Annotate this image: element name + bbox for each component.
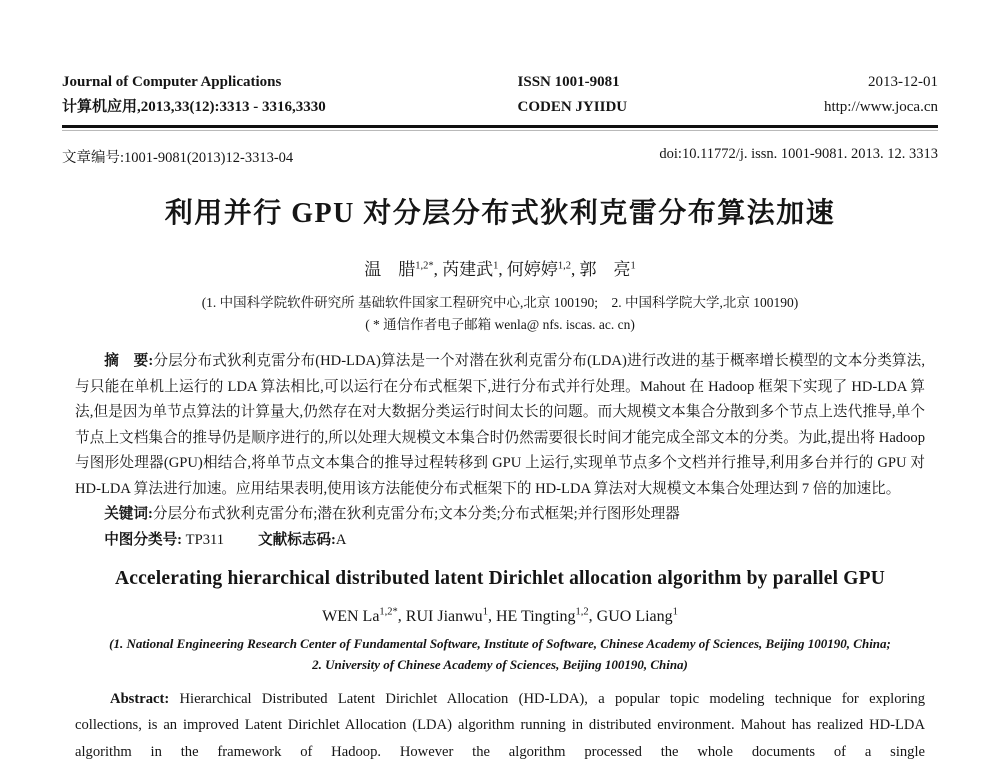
author-en-1: [322, 608, 398, 625]
document-code-value: A: [336, 532, 347, 548]
author-en-2: [406, 608, 488, 625]
author-separator: ,: [589, 608, 597, 625]
author-zh-2-name: 芮建武: [442, 260, 493, 279]
masthead-center: [518, 70, 746, 120]
author-zh-4: [580, 260, 636, 279]
affiliations-english: [62, 633, 938, 675]
author-en-4-affil-marks: 1: [673, 606, 678, 617]
author-zh-4-name: 郭 亮: [580, 260, 631, 279]
author-zh-3-name: 何婷婷: [507, 260, 558, 279]
header-rule-thin-line: [62, 130, 938, 131]
masthead-right: [745, 70, 938, 120]
document-code-label: 文献标志码:: [258, 532, 336, 548]
keywords-chinese: [75, 502, 925, 528]
author-zh-3-affil-marks: 1,2: [558, 260, 571, 271]
author-separator: ,: [434, 260, 443, 279]
header-rule: [62, 125, 938, 131]
keywords-text-chinese: 分层分布式狄利克雷分布;潜在狄利克雷分布;文本分类;分布式框架;并行图形处理器: [153, 506, 680, 522]
author-zh-3: [507, 260, 571, 279]
authors-chinese: [62, 255, 938, 280]
author-zh-1-affil-marks: 1,2*: [415, 260, 433, 271]
author-zh-4-affil-marks: 1: [631, 260, 636, 271]
corresponding-author-email: ( * 通信作者电子邮箱 wenla@ nfs. iscas. ac. cn): [62, 314, 938, 336]
author-zh-2: [442, 260, 498, 279]
abstract-label-english: Abstract:: [110, 691, 169, 707]
publication-date: 2013-12-01: [745, 70, 938, 95]
author-separator: ,: [488, 608, 496, 625]
article-title-english: Accelerating hierarchical distributed latent Dirichlet allocation algorithm by parallel GPU: [62, 568, 938, 590]
journal-citation-chinese: 计算机应用,2013,33(12):3313 - 3316,3330: [62, 95, 518, 120]
journal-masthead: [62, 70, 938, 120]
abstract-text-chinese: 分层分布式狄利克雷分布(HD-LDA)算法是一个对潜在狄利克雷分布(LDA)进行改进的基于概率增长模型的文本分类算法,与只能在单机上运行的 LDA 算法相比,可以运行在分布式框架下,进行分布式并行处理。Mahout 在 Hadoop 框架下实现了 HD-LDA 算法,但是因为单节点算法的计算量大,仍然存在对大数据分类运行时间太长的问题。而大规模文本集合分散到多个节点上迭代推导,单个节点上文档集合的推导仍是顺序进行的,所以处理大规模文本集合时仍然需要很长时间才能完成全部文本的分类。为此,提出将 Hadoop 与图形处理器(GPU)相结合,将单节点文本集合的推导过程转移到 GPU 上运行,实现单节点多个文档并行推导,利用多台并行的 GPU 对 HD-LDA 算法进行加速。应用结果表明,使用该方法能使分布式框架下的 HD-LDA 算法对大规模文本集合处理达到 7 倍的加速比。: [75, 353, 925, 497]
author-en-3-affil-marks: 1,2: [576, 606, 589, 617]
journal-url: http://www.joca.cn: [745, 95, 938, 120]
author-zh-1-name: 温 腊: [364, 260, 415, 279]
journal-coden: CODEN JYIIDU: [518, 95, 746, 120]
clc-line: [75, 528, 925, 554]
author-en-2-name: RUI Jianwu: [406, 608, 483, 625]
author-zh-1: [364, 260, 433, 279]
author-en-2-affil-marks: 1: [483, 606, 488, 617]
author-en-1-affil-marks: 1,2*: [379, 606, 397, 617]
author-separator: ,: [398, 608, 406, 625]
keywords-label-chinese: 关键词:: [104, 506, 153, 522]
author-separator: ,: [571, 260, 580, 279]
masthead-left: [62, 70, 518, 120]
abstract-english: [75, 686, 925, 765]
article-number: 文章编号:1001-9081(2013)12-3313-04: [62, 146, 293, 167]
affiliation-english-line1: (1. National Engineering Research Center of Fundamental Software, Institute of Software, Chinese Academy of Sciences, Beijing 100190, China;: [62, 633, 938, 654]
author-en-3-name: HE Tingting: [496, 608, 576, 625]
authors-english: [62, 606, 938, 625]
article-title-chinese: 利用并行 GPU 对分层分布式狄利克雷分布算法加速: [62, 191, 938, 231]
abstract-label-chinese: 摘 要:: [104, 353, 153, 369]
journal-issn: ISSN 1001-9081: [518, 70, 746, 95]
abstract-text-english: Hierarchical Distributed Latent Dirichlet Allocation (HD-LDA), a popular topic modeling technique for exploring collections, is an improved Latent Dirichlet Allocation (LDA) algorithm running in distributed environment. Mahout has realized HD-LDA algorithm in the framework of Hadoop. However the algorithm processed the whole documents of a single: [75, 691, 925, 760]
clc-label: 中图分类号:: [104, 532, 182, 548]
author-en-3: [496, 608, 589, 625]
author-separator: ,: [498, 260, 507, 279]
abstract-chinese: [75, 349, 925, 502]
article-meta-row: [62, 146, 938, 167]
journal-name-english: Journal of Computer Applications: [62, 70, 518, 95]
author-en-4: [597, 608, 678, 625]
author-en-1-name: WEN La: [322, 608, 379, 625]
author-zh-2-affil-marks: 1: [493, 260, 498, 271]
author-en-4-name: GUO Liang: [597, 608, 673, 625]
header-rule-thick-line: [62, 125, 938, 128]
chinese-abstract-block: [75, 349, 925, 553]
clc-value: TP311: [182, 532, 224, 548]
doi: doi:10.11772/j. issn. 1001-9081. 2013. 12. 3313: [659, 146, 938, 167]
affiliations-chinese: (1. 中国科学院软件研究所 基础软件国家工程研究中心,北京 100190; 2. 中国科学院大学,北京 100190): [62, 292, 938, 314]
affiliation-english-line2: 2. University of Chinese Academy of Sciences, Beijing 100190, China): [62, 654, 938, 675]
